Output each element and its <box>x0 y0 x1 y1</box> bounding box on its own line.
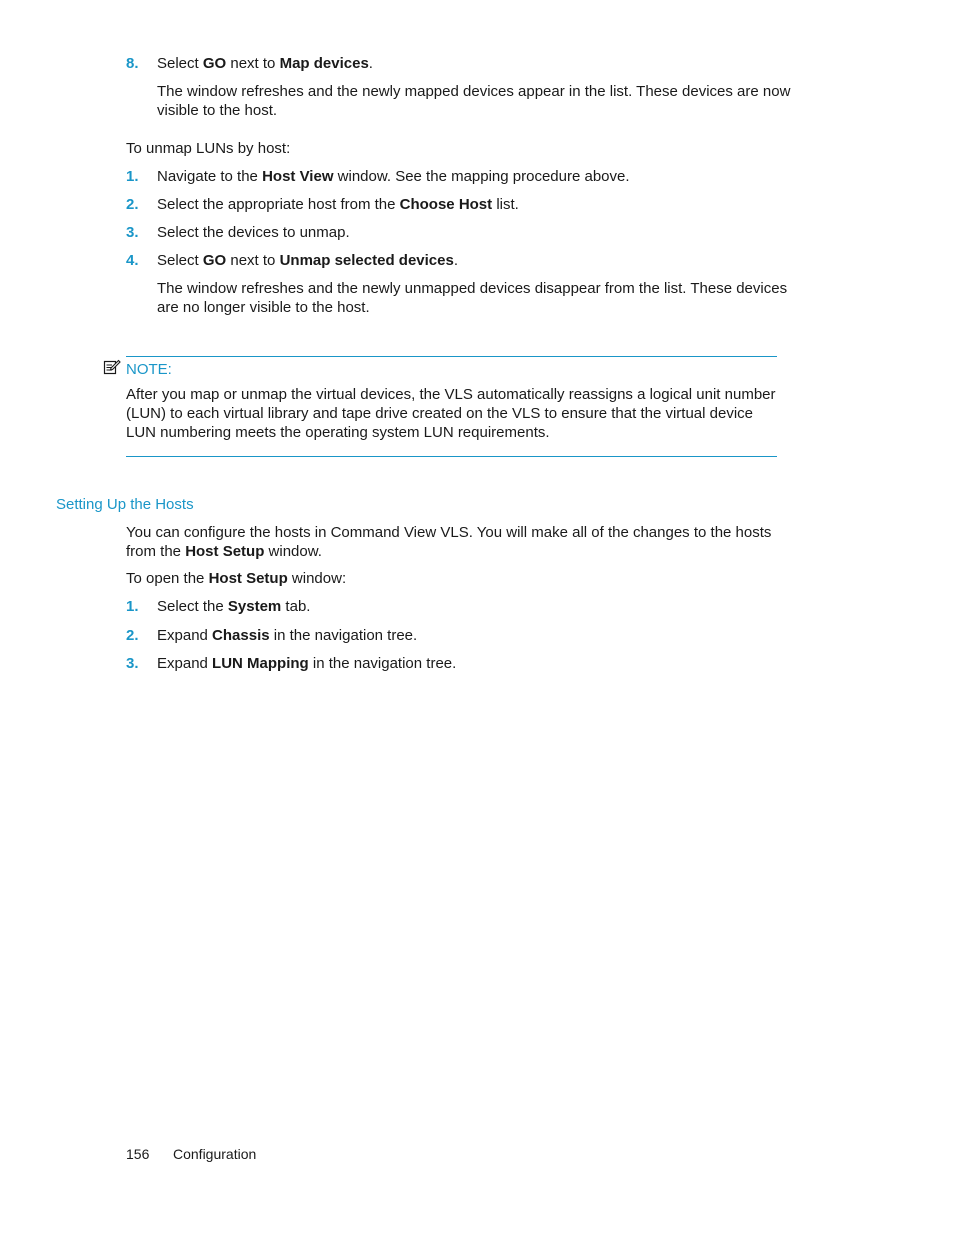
page-number: 156 <box>126 1146 150 1162</box>
note-top-rule <box>126 356 777 357</box>
hosts-step-3: Expand LUN Mapping in the navigation tree. <box>157 655 457 672</box>
step-number: 1. <box>126 168 139 185</box>
step-number: 8. <box>126 55 139 72</box>
hosts-step-2: Expand Chassis in the navigation tree. <box>157 627 418 644</box>
step-number: 3. <box>126 655 139 672</box>
hosts-open-intro: To open the Host Setup window: <box>126 570 347 587</box>
note-label: NOTE: <box>126 361 172 378</box>
hosts-step-1: Select the System tab. <box>157 598 311 615</box>
hosts-intro-paragraph: You can configure the hosts in Command View VLS. You will make all of the changes to the hosts from the Host Setup window. <box>126 524 772 560</box>
unmap-intro: To unmap LUNs by host: <box>126 140 291 157</box>
step-8-description: The window refreshes and the newly mapped devices appear in the list. These devices are now visible to the host. <box>157 83 791 119</box>
step-number: 4. <box>126 252 139 269</box>
unmap-step-2: Select the appropriate host from the Choose Host list. <box>157 196 519 213</box>
footer-section: Configuration <box>173 1146 257 1162</box>
unmap-step-1: Navigate to the Host View window. See the mapping procedure above. <box>157 168 630 185</box>
unmap-step-3: Select the devices to unmap. <box>157 224 350 241</box>
note-bottom-rule <box>126 456 777 457</box>
step-number: 2. <box>126 627 139 644</box>
unmap-step-4-description: The window refreshes and the newly unmapped devices disappear from the list. These devices are no longer visible to the host. <box>157 280 788 316</box>
unmap-step-4: Select GO next to Unmap selected devices. <box>157 252 459 269</box>
note-text: After you map or unmap the virtual devices, the VLS automatically reassigns a logical unit number (LUN) to each virtual library and tape drive created on the VLS to ensure that the virtual device LUN numbering meets the operating system LUN requirements. <box>126 386 776 441</box>
step-number: 3. <box>126 224 139 241</box>
step-number: 2. <box>126 196 139 213</box>
step-number: 1. <box>126 598 139 615</box>
note-pencil-icon <box>103 358 121 376</box>
section-heading: Setting Up the Hosts <box>56 496 194 513</box>
step-8-text: Select GO next to Map devices. <box>157 55 373 72</box>
